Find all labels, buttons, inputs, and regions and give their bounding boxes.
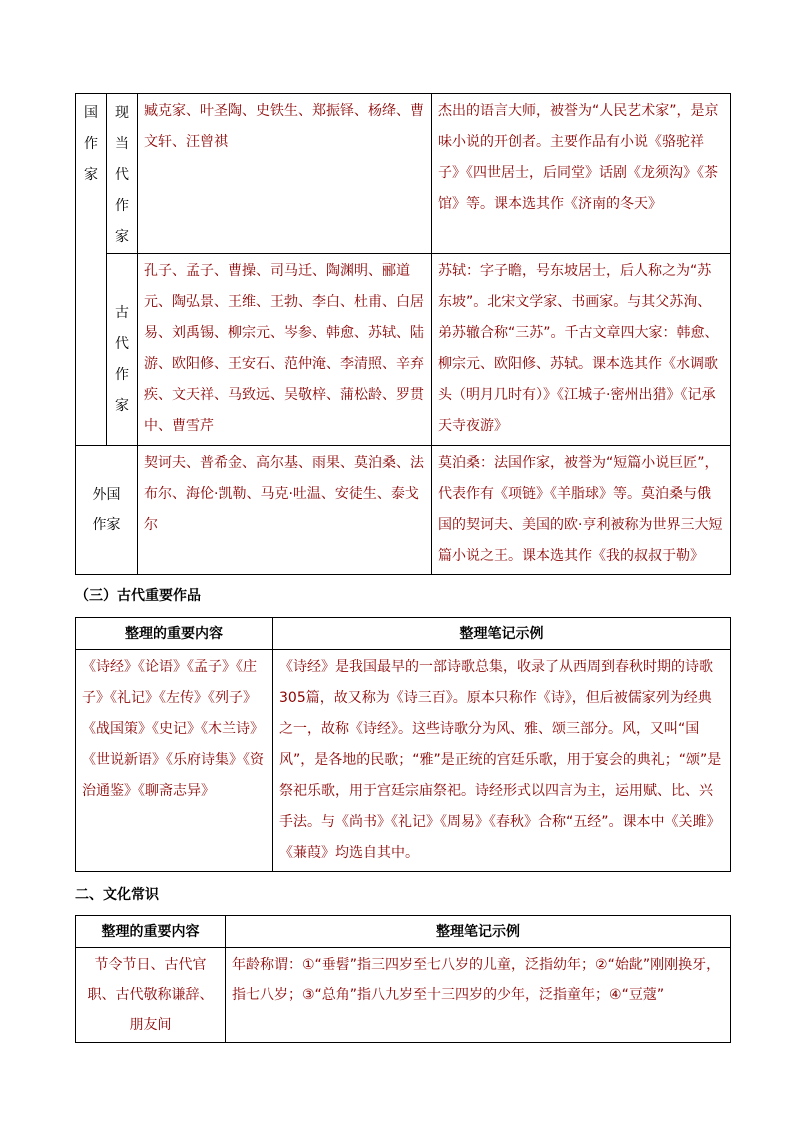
ancient-works-col2-header: 整理笔记示例 [273, 618, 731, 650]
modern-label: 现当代作家 [115, 105, 129, 245]
ancient-works-content: 《诗经》《论语》《孟子》《庄子》《礼记》《左传》《列子》《战国策》《史记》《木兰诗》《世说新语》《乐府诗集》《资治通鉴》《聊斋志异》 [82, 659, 264, 799]
modern-note-cell [432, 94, 731, 254]
ancient-note: 苏轼：字子瞻，号东坡居士，后人称之为“苏东坡”。北宋文学家、书画家。与其父苏洵、弟苏辙合称“三苏”。千古文章四大家：韩愈、柳宗元、欧阳修、苏轼。课本选其作《水调歌头（明月几时有）》《江城子·密州出猎》《记承天寺夜游》 [438, 263, 719, 434]
ancient-names-cell [138, 254, 432, 446]
culture-content: 节令节日、古代官职、古代敬称谦辞、朋友间 [87, 957, 214, 1033]
ancient-note-cell [432, 254, 731, 446]
modern-names-cell [138, 94, 432, 254]
ancient-works-note-cell [273, 650, 731, 872]
authors-table [75, 93, 731, 575]
culture-col2-header: 整理笔记示例 [226, 916, 731, 948]
category-label-guo: 国作家 [84, 105, 98, 183]
section-heading-ancient-works: （三）古代重要作品 [75, 588, 201, 604]
foreign-names-cell [138, 446, 432, 575]
culture-note: 年龄称谓：①“垂髫”指三四岁至七八岁的儿童，泛指幼年；②“始龀”刚刚换牙，指七八岁；③“总角”指八九岁至十三四岁的少年，泛指童年；④“豆蔻” [232, 957, 721, 1003]
ancient-works-note: 《诗经》是我国最早的一部诗歌总集，收录了从西周到春秋时期的诗歌305篇，故又称为《诗三百》。原本只称作《诗》，但后被儒家列为经典之一，故称《诗经》。这些诗歌分为风、雅、颂三部分。风，又叫“国风”，是各地的民歌；“雅”是正统的宫廷乐歌，用于宴会的典礼；“颂”是祭祀乐歌，用于宫廷宗庙祭祀。诗经形式以四言为主，运用赋、比、兴手法。与《尚书》《礼记》《周易》《春秋》合称“五经”。课本中《关雎》《蒹葭》均选自其中。 [279, 659, 722, 861]
modern-label-cell [107, 94, 138, 254]
ancient-works-table [75, 617, 731, 872]
modern-note: 杰出的语言大师，被誉为“人民艺术家”，是京味小说的开创者。主要作品有小说《骆驼祥子》《四世居士，后同堂》话剧《龙须沟》《茶馆》等。课本选其作《济南的冬天》 [438, 103, 719, 212]
category-cell-guo [76, 94, 107, 446]
culture-col1-header: 整理的重要内容 [76, 916, 226, 948]
foreign-names: 契诃夫、普希金、高尔基、雨果、莫泊桑、法布尔、海伦·凯勒、马克·吐温、安徒生、泰戈尔 [144, 455, 424, 533]
modern-names: 臧克家、叶圣陶、史铁生、郑振铎、杨绛、曹文轩、汪曾祺 [144, 103, 424, 150]
foreign-note: 莫泊桑：法国作家，被誉为“短篇小说巨匠”，代表作有《项链》《羊脂球》等。莫泊桑与俄国的契诃夫、美国的欧·亨利被称为世界三大短篇小说之王。课本选其作《我的叔叔于勒》 [438, 455, 723, 564]
foreign-label-cell [76, 446, 138, 575]
culture-content-cell [76, 948, 226, 1043]
ancient-label-cell [107, 254, 138, 446]
ancient-works-col1-header: 整理的重要内容 [76, 618, 273, 650]
ancient-works-content-cell [76, 650, 273, 872]
culture-table [75, 915, 731, 1043]
ancient-label: 古代作家 [115, 304, 129, 414]
culture-note-cell [226, 948, 731, 1043]
foreign-note-cell [432, 446, 731, 575]
section-heading-culture: 二、文化常识 [75, 887, 159, 903]
ancient-names: 孔子、孟子、曹操、司马迁、陶渊明、郦道元、陶弘景、王维、王勃、李白、杜甫、白居易、刘禹锡、柳宗元、岑参、韩愈、苏轼、陆游、欧阳修、王安石、范仲淹、李清照、辛弃疾、文天祥、马致远、吴敬梓、蒲松龄、罗贯中、曹雪芹 [144, 263, 424, 434]
foreign-label: 外国作家 [92, 487, 121, 533]
